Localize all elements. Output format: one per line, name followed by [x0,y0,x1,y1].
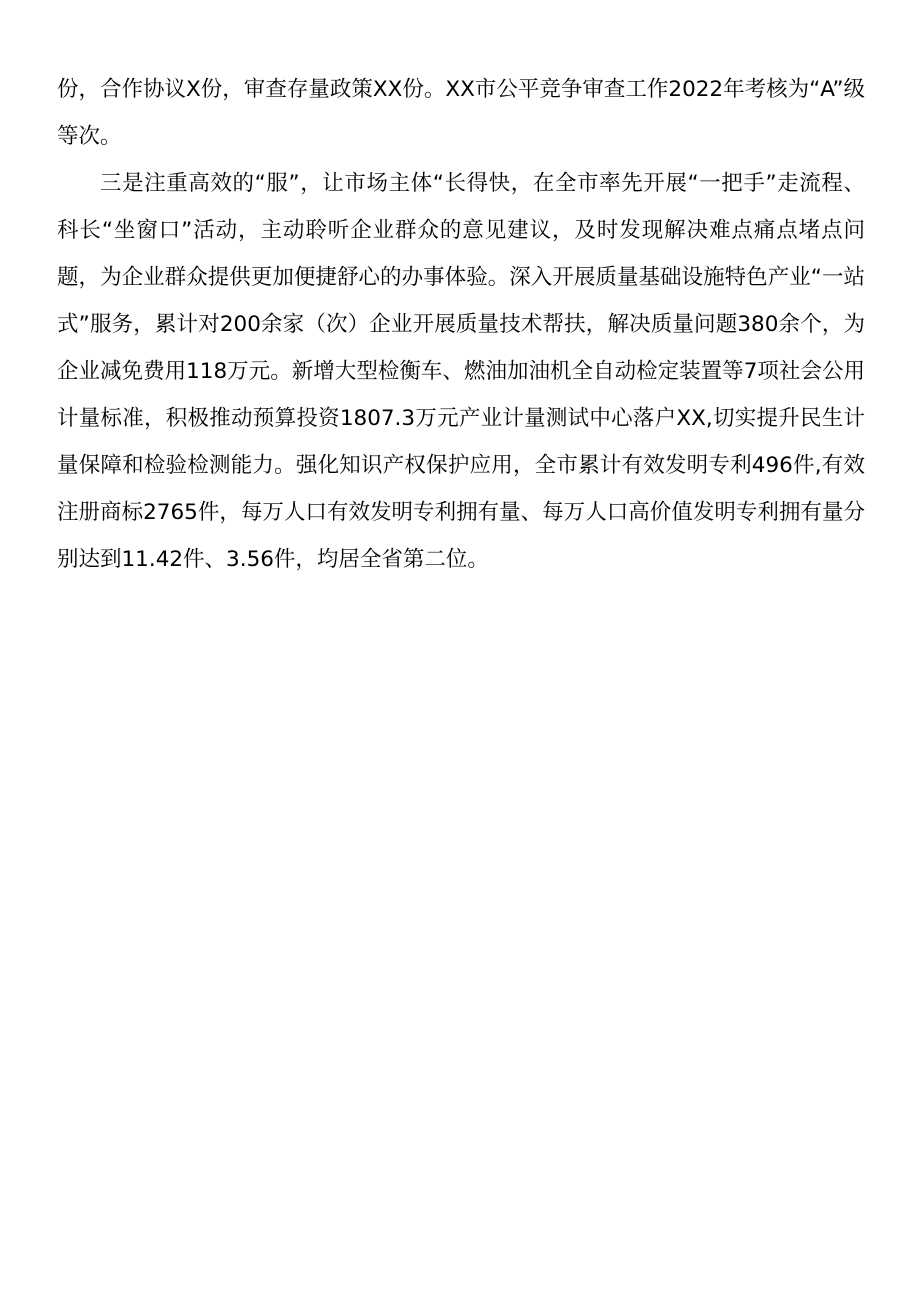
paragraph-continuation: 份，合作协议X份，审查存量政策XX份。XX市公平竞争审查工作2022年考核为“A”级等次。 [57,77,865,149]
paragraph-efficient-service: 三是注重高效的“服”，让市场主体“长得快，在全市率先开展“一把手”走流程、科长“坐窗口”活动，主动聆听企业群众的意见建议，及时发现解决难点痛点堵点问题，为企业群众提供更加便捷舒心的办事体验。深入开展质量基础设施特色产业“一站式”服务，累计对200余家（次）企业开展质量技术帮扶，解决质量问题380余个，为企业减免费用118万元。新增大型检衡车、燃油加油机全自动检定装置等7项社会公用计量标准，积极推动预算投资1807.3万元产业计量测试中心落户XX,切实提升民生计量保障和检验检测能力。强化知识产权保护应用，全市累计有效发明专利496件,有效注册商标2765件，每万人口有效发明专利拥有量、每万人口高价值发明专利拥有量分别达到11.42件、3.56件，均居全省第二位。 [57,171,865,572]
document-body [57,66,865,583]
